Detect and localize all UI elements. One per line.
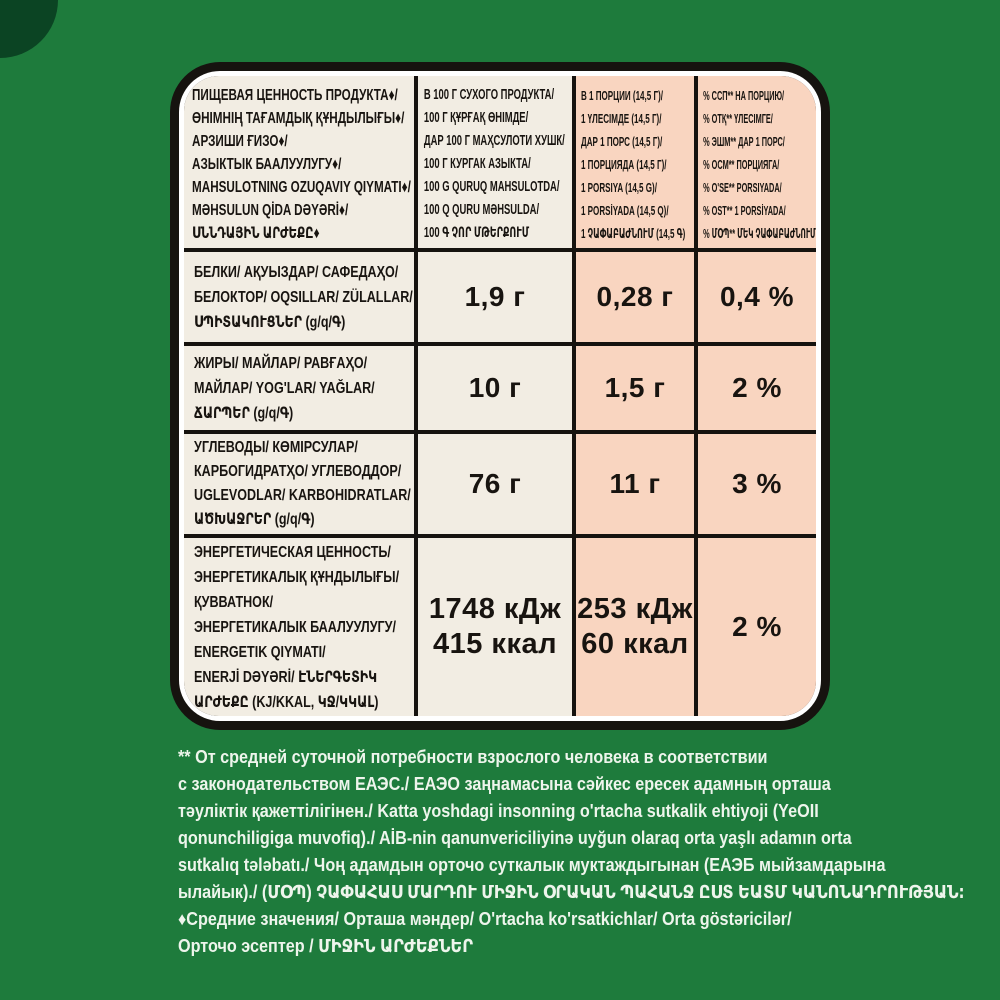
nutrition-table — [170, 62, 830, 730]
footnote-daily-requirement: ** От средней суточной потребности взрослого человека в соответствии с законодательством ЕАЭС./ ЕАЭО заңнамасына сәйкес ересек адамның орташа тәуліктік қажеттілігінен./ Katta yoshdagi insonning o'rtacha sutkalik ehtiyoji (YeOII qonunchiligiga muvofiq)./ AİB-nin qanunvericiliyinə uyğun olaraq orta yaşlı adamın orta sutkalıq tələbatı./ Чоң адамдын орточо суткалык муктаждыгынан (ЕАЭБ мыйзамдарына ылайык)./ (ՄՕՊ) ՉԱՓԱՀԱՍ ՄԱՐԴՈՒ ՄԻՋԻՆ ՕՐԱԿԱՆ ՊԱՀԱՆՋ ԸՍՏ ԵԱՏՄ ԿԱՆՈՆԱԴՐՈՒԹՅԱՆ։ — [178, 747, 965, 902]
header-nutrition-facts-text: ПИЩЕВАЯ ЦЕННОСТЬ ПРОДУКТА♦/ ӨНІМНІҢ ТАҒАМДЫҚ ҚҰНДЫЛЫҒЫ♦/ АРЗИШИ ҒИЗО♦/ АЗЫКТЫК БААЛУУЛУГУ♦/ MAHSULOTNING OZUQAVIY QIYMATI♦/ MƏHSULUN QİDA DƏYƏRİ♦/ ՍՆՆԴԱՅԻՆ ԱՐԺԵՔԸ♦ — [192, 87, 411, 242]
fats-per-serving — [576, 346, 694, 430]
header-per-serving — [576, 76, 694, 248]
fats-label — [184, 346, 414, 430]
carbohydrates-label — [184, 434, 414, 534]
proteins-percent-daily-value: 0,4 % — [719, 281, 795, 312]
carbohydrates-label-text: УГЛЕВОДЫ/ КӨМІРСУЛАР/ КАРБОГИДРАТҲО/ УГЛЕВОДДОР/ UGLEVODLAR/ KARBOHIDRATLAR/ ԱԾԽԱՋՐԵՐ (g/q/Գ) — [194, 439, 411, 528]
fats-per-100g — [418, 346, 572, 430]
proteins-per-100g-value: 1,9 г — [464, 281, 526, 312]
energy-per-serving — [576, 538, 694, 716]
fats-per-100g-value: 10 г — [468, 372, 522, 403]
footnotes — [178, 744, 988, 960]
proteins-label-text: БЕЛКИ/ АҚУЫЗДАР/ САФЕДАҲО/ БЕЛОКТОР/ OQSILLAR/ ZÜLALLAR/ ՍՊԻՏԱԿՈՒՑՆԵՐ (g/q/Գ) — [194, 263, 413, 331]
package-corner-accent — [0, 0, 58, 58]
energy-label-text: ЭНЕРГЕТИЧЕСКАЯ ЦЕННОСТЬ/ ЭНЕРГЕТИКАЛЫҚ ҚҰНДЫЛЫҒЫ/ ҚУВВАТНОК/ ЭНЕРГЕТИКАЛЫК БААЛУУЛУГУ/ ENERGETIK QIYMATI/ ENERJİ DƏYƏRİ/ ԷՆԵՐԳԵՏԻԿ ԱՐԺԵՔԸ (KJ/KKAL, ԿՋ/ԿԿԱԼ) — [194, 543, 400, 711]
energy-per-serving-value: 253 кДж 60 ккал — [577, 593, 693, 660]
footnote-average-values: ♦Средние значения/ Орташа мәндер/ O'rtacha ko'rsatkichlar/ Orta göstəricilər/ Орточо эсептер / ՄԻՋԻՆ ԱՐԺԵՔՆԵՐ — [178, 909, 792, 956]
fats-label-text: ЖИРЫ/ МАЙЛАР/ РАВҒАҲО/ МАЙЛАР/ YOG'LAR/ YAĞLAR/ ՃԱՐՊԵՐ (g/q/Գ) — [194, 354, 375, 422]
header-nutrition-facts — [184, 76, 414, 248]
nutrition-table-grid — [184, 76, 816, 716]
header-per-100g — [418, 76, 572, 248]
fats-percent-daily — [698, 346, 816, 430]
fats-per-serving-value: 1,5 г — [604, 372, 666, 403]
header-per-100g-text: В 100 Г СУХОГО ПРОДУКТА/ 100 Г ҚҰРҒАҚ ӨНІМДЕ/ ДАР 100 Г МАҲСУЛОТИ ХУШК/ 100 Г КУРГАК АЗЫКТА/ 100 G QURUQ MAHSULOTDA/ 100 Q QURU MƏHSULDA/ 100 Գ ՉՈՐ ՄԹԵՐՔՈՒՄ — [423, 87, 565, 241]
energy-label — [184, 538, 414, 716]
carbohydrates-per-serving — [576, 434, 694, 534]
header-percent-daily-text: % ССП** НА ПОРЦИЮ/ % ОТҚ** ҮЛЕСІМГЕ/ % ЭШМ** ДАР 1 ПОРС/ % ОСМ** ПОРЦИЯГА/ % O'SE** PORSIYADA/ % OST** 1 PORSİYADA/ % ՄՕՊ** ՄԵԿ ՉԱՓԱԲԱԺՆՈՒՄ — [703, 88, 816, 241]
proteins-per-serving-value: 0,28 г — [596, 281, 674, 312]
header-percent-daily — [698, 76, 816, 248]
energy-percent-daily-value: 2 % — [732, 611, 782, 642]
proteins-percent-daily — [698, 252, 816, 342]
carbohydrates-percent-daily-value: 3 % — [732, 468, 782, 499]
carbohydrates-per-serving-value: 11 г — [609, 468, 661, 499]
proteins-per-100g — [418, 252, 572, 342]
energy-per-100g-value: 1748 кДж 415 ккал — [428, 593, 562, 660]
fats-percent-daily-value: 2 % — [732, 372, 782, 403]
proteins-per-serving — [576, 252, 694, 342]
energy-per-100g — [418, 538, 572, 716]
carbohydrates-per-100g-value: 76 г — [468, 468, 522, 499]
carbohydrates-per-100g — [418, 434, 572, 534]
header-per-serving-text: В 1 ПОРЦИИ (14,5 Г)/ 1 ҮЛЕСІМДЕ (14,5 Г)/ ДАР 1 ПОРС (14,5 Г)/ 1 ПОРЦИЯДА (14,5 Г)/ 1 PORSIYA (14,5 G)/ 1 PORSİYADA (14,5 Q)/ 1 ՉԱՓԱԲԱԺՆՈՒՄ (14,5 Գ) — [580, 88, 686, 241]
proteins-label — [184, 252, 414, 342]
nutrition-table-inner-ring — [179, 71, 821, 721]
carbohydrates-percent-daily — [698, 434, 816, 534]
energy-percent-daily — [698, 538, 816, 716]
